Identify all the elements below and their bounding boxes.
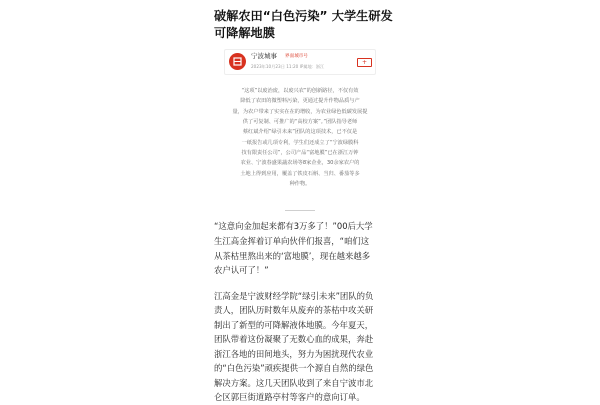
- source-name[interactable]: 宁波城事: [251, 52, 277, 60]
- body-paragraph: [214, 289, 392, 405]
- quote-line: “这意向金加起来都有3万多了！”00后大学: [214, 221, 373, 231]
- title-line: 可降解地膜: [214, 26, 275, 40]
- summary-line: 土地上得到应用，覆盖了铁皮石斛、当归、番茄等多: [240, 170, 360, 177]
- article-summary: [226, 86, 374, 189]
- summary-line: 农业、宁波春盛果蔬农场等8家企业，30余家农户的: [240, 160, 360, 167]
- body-line: 浙江各地的田间地头，努力为困扰现代农业: [214, 348, 374, 359]
- summary-line: 种作物。: [289, 181, 311, 188]
- body-line: 解决方案。这几天团队收到了来自宁波市北: [214, 377, 374, 388]
- source-tag: 界面城市号: [285, 54, 308, 59]
- publish-meta: 2023年10月23日 11:20 IP属地：浙江: [251, 64, 325, 69]
- body-line: 仑区郭巨街道路亭村等客户的意向订单。: [214, 392, 365, 403]
- article-title: [214, 8, 392, 42]
- title-line: 破解农田“白色污染” 大学生研发: [214, 9, 393, 23]
- summary-line: 量，为农户带来了实实在在的增收，为农业绿色低碳发展提: [232, 108, 368, 115]
- quote-line: 生江高金挥着订单向伙伴们报喜，“咱们这: [214, 235, 370, 246]
- summary-line: 供了可复制、可推广的“高校方案”。”团队指导老师: [242, 119, 358, 126]
- body-line: 江高金是宁波财经学院“绿引未来”团队的负: [214, 291, 374, 301]
- source-card[interactable]: [224, 49, 376, 75]
- summary-line: 降低了农田的微塑料污染，更通过提升作物品质与产: [240, 98, 360, 105]
- body-line: 责人，团队历时数年从废弃的茶枯中攻关研: [214, 305, 374, 316]
- summary-line: “这项”以废治废，以废兴农”的创新路径，不仅有效: [241, 88, 359, 94]
- quote-line: 从茶枯里熬出来的‘富地膜’，现在越来越多: [214, 250, 371, 261]
- summary-line: 一纸报告或几项专利，学生们还成立了“宁波绿膜科: [241, 139, 359, 146]
- section-divider: [285, 210, 315, 211]
- source-avatar[interactable]: [229, 53, 246, 70]
- quote-paragraph: [214, 219, 392, 278]
- city-logo-icon: [229, 53, 246, 70]
- body-line: 团队带着这份凝聚了无数心血的成果，奔赴: [214, 334, 374, 345]
- body-line: 的“白色污染”顽疾提供一个源自自然的绿色: [214, 363, 374, 374]
- quote-line: 农户认可了！”: [214, 265, 269, 276]
- body-line: 制出了新型的可降解液体地膜。今年夏天，: [214, 319, 374, 330]
- summary-line: 蔡红斌介绍”绿引未来”团队的这项技术，已不仅是: [242, 129, 358, 136]
- follow-button[interactable]: +: [357, 58, 372, 67]
- summary-line: 技有限责任公司”，公司产品“富地膜”已在浙江万钟: [241, 150, 359, 157]
